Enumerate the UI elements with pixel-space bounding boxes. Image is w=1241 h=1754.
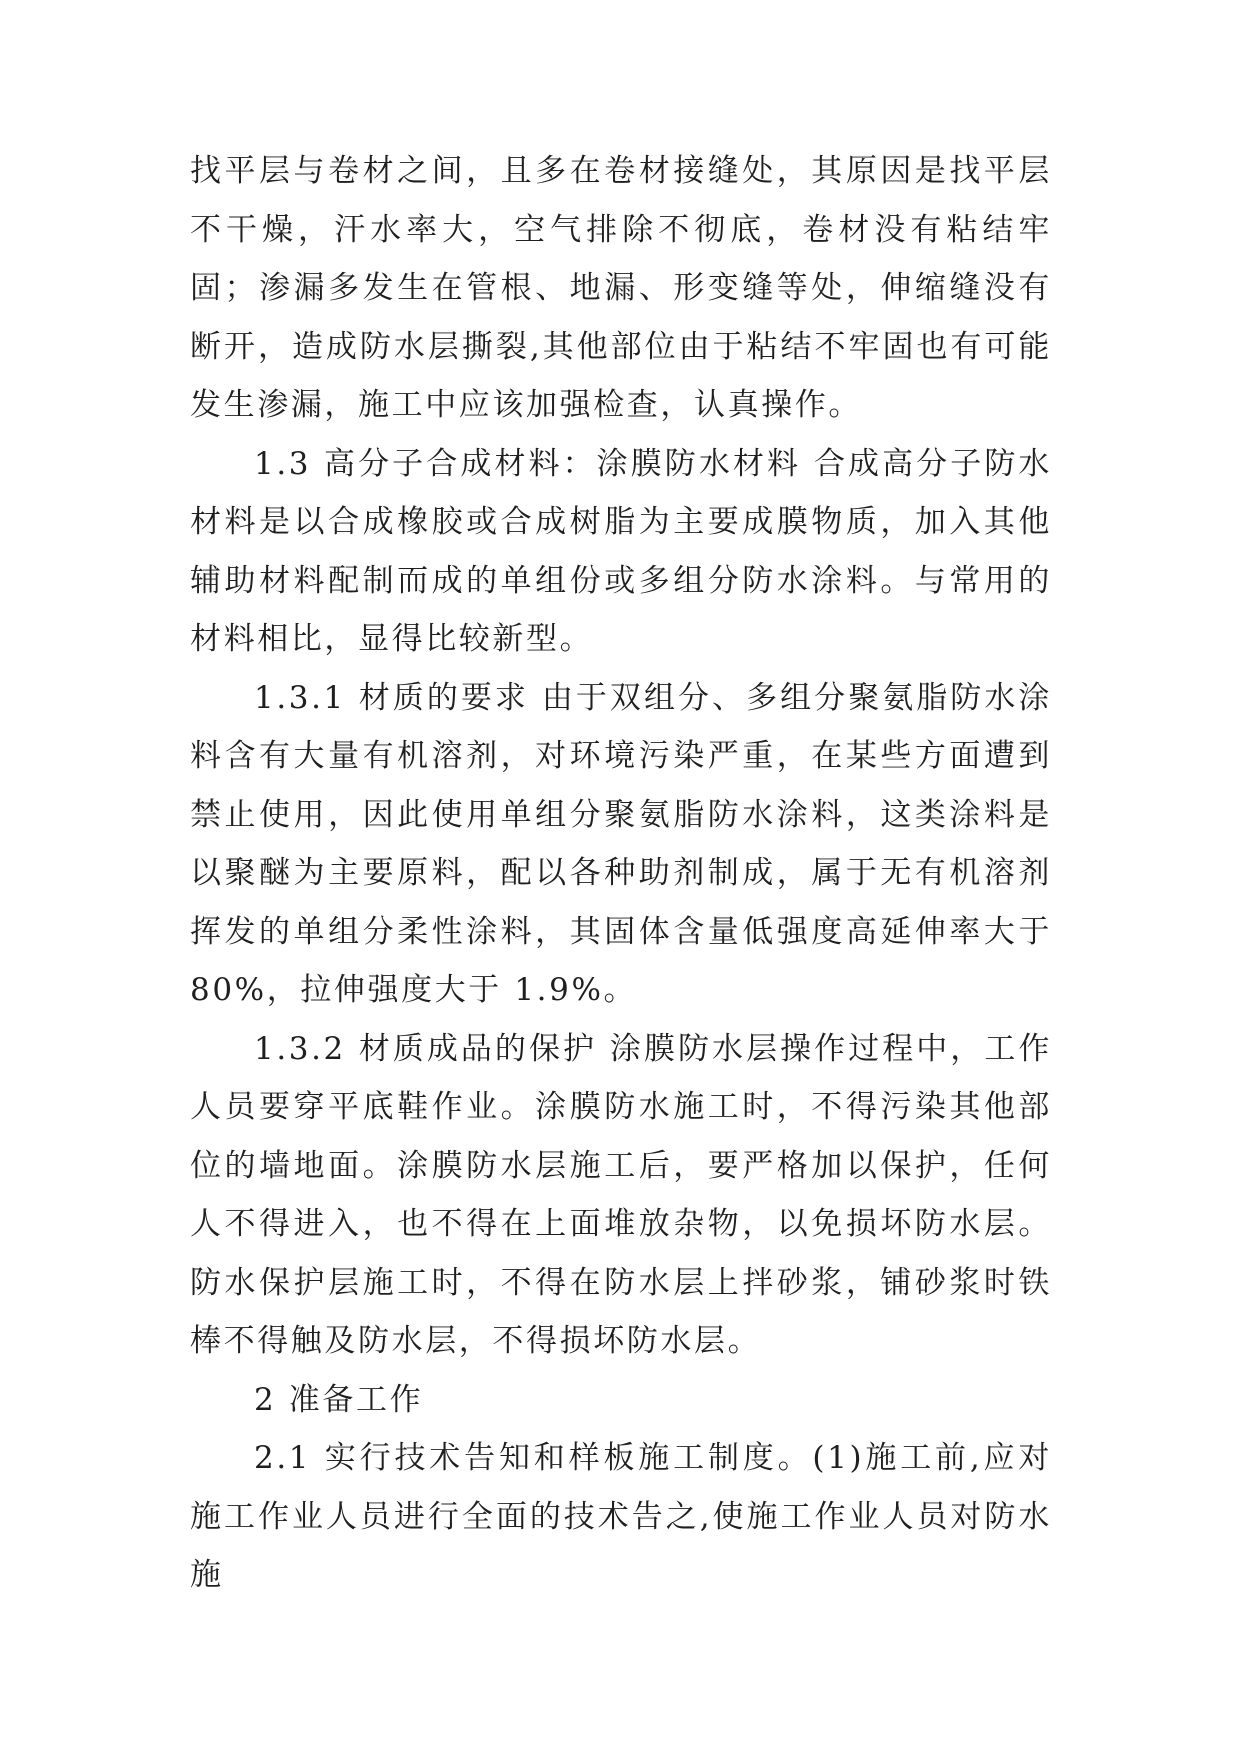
- paragraph-leak-causes: 找平层与卷材之间，且多在卷材接缝处，其原因是找平层不干燥，汗水率大，空气排除不彻底，卷材没有粘结牢固；渗漏多发生在管根、地漏、形变缝等处，伸缩缝没有断开，造成防水层撕裂,其他部位由于粘结不牢固也有可能发生渗漏，施工中应该加强检查，认真操作。: [190, 153, 1052, 423]
- paragraph-1-3-polymer-materials: 1.3 高分子合成材料：涂膜防水材料 合成高分子防水材料是以合成橡胶或合成树脂为主要成膜物质，加入其他辅助材料配制而成的单组份或多组分防水涂料。与常用的材料相比，显得比较新型。: [190, 445, 1052, 657]
- section-heading-2-preparation: 2 准备工作: [254, 1381, 424, 1418]
- paragraph-1-3-2-product-protection: 1.3.2 材质成品的保护 涂膜防水层操作过程中，工作人员要穿平底鞋作业。涂膜防水施工时，不得污染其他部位的墙地面。涂膜防水层施工后，要严格加以保护，任何人不得进入，也不得在上面堆放杂物，以免损坏防水层。防水保护层施工时，不得在防水层上拌砂浆，铺砂浆时铁棒不得触及防水层，不得损坏防水层。: [190, 1030, 1052, 1359]
- paragraph-2-1-technical-briefing: 2.1 实行技术告知和样板施工制度。(1)施工前,应对施工作业人员进行全面的技术告之,使施工作业人员对防水施: [190, 1440, 1052, 1593]
- paragraph-1-3-1-material-requirements: 1.3.1 材质的要求 由于双组分、多组分聚氨脂防水涂料含有大量有机溶剂，对环境污染严重，在某些方面遭到禁止使用，因此使用单组分聚氨脂防水涂料，这类涂料是以聚醚为主要原料，配以各种助剂制成，属于无有机溶剂挥发的单组分柔性涂料，其固体含量低强度高延伸率大于 80%，拉伸强度大于 1.9%。: [190, 679, 1052, 1008]
- document-body: [190, 142, 1052, 1605]
